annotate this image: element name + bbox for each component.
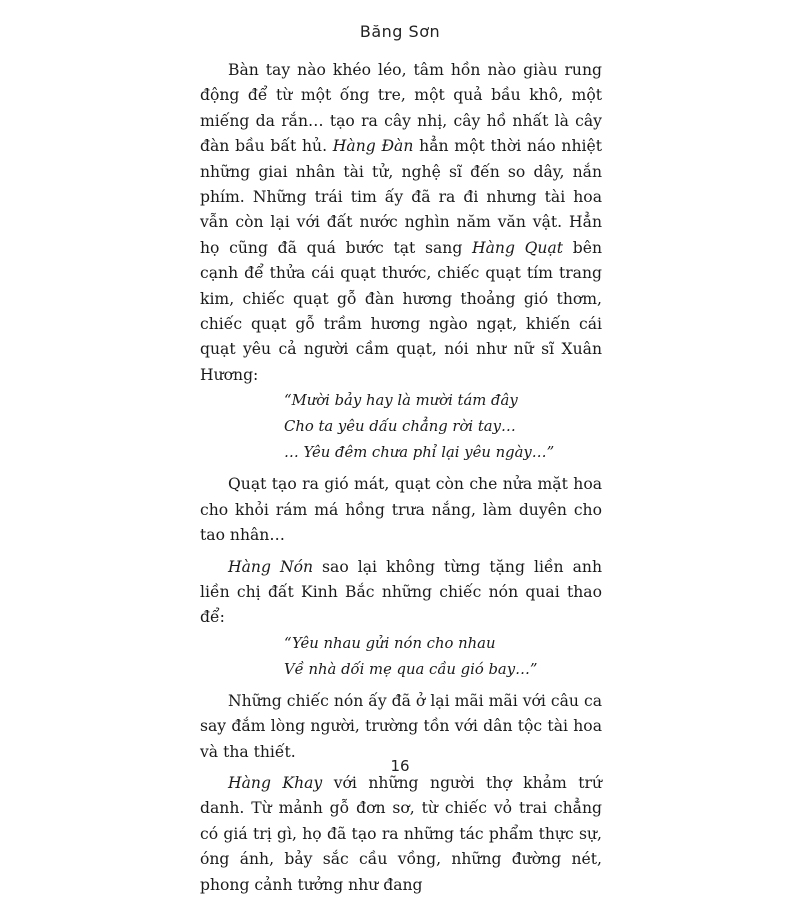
paragraph	[200, 771, 602, 898]
street-name-hang-non: Hàng Nón	[228, 557, 314, 576]
text-run: sao lại không từng tặng liền anh liền chị đất Kinh Bắc những chiếc nón quai thao để:	[200, 557, 602, 627]
running-header-author: Băng Sơn	[359, 22, 441, 41]
paragraph: Những chiếc nón ấy đã ở lại mãi mãi với câu ca say đắm lòng người, trường tồn với dân tộc tài hoa và tha thiết.	[200, 691, 602, 761]
paragraph	[200, 58, 602, 388]
text-run: hẳn một thời náo nhiệt những giai nhân tài tử, nghệ sĩ đến so dây, nắn phím. Những trái tim ấy đã ra đi nhưng tài hoa vẫn còn lại với đất nước nghìn năm văn vật. Hẳn họ cũng đã quá bước tạt sang	[200, 137, 603, 257]
text-run: với những người thợ khảm trứ danh. Từ mảnh gỗ đơn sơ, từ chiếc vỏ trai chẳng có giá trị gì, họ đã tạo ra những tác phẩm thực sự, óng ánh, bảy sắc cầu vồng, những đường nét, phong cảnh tưởng như đang	[200, 773, 602, 894]
verse-quote	[200, 388, 602, 466]
paragraph	[200, 555, 602, 631]
street-name-hang-khay: Hàng Khay	[228, 773, 323, 792]
verse-line: “Mười bảy hay là mười tám đây	[284, 392, 518, 410]
text-run: Bàn tay nào khéo léo, tâm hồn nào giàu rung động để từ một ống tre, một quả bầu khô, một miếng da rắn… tạo ra cây nhị, cây hồ nhất là cây đàn bầu bất hủ.	[200, 61, 602, 156]
verse-line: “Yêu nhau gửi nón cho nhau	[284, 634, 496, 652]
verse-line: … Yêu đêm chưa phỉ lại yêu ngày…”	[284, 444, 555, 462]
street-name-hang-quat: Hàng Quạt	[472, 238, 564, 257]
text-run: bên cạnh để thửa cái quạt thước, chiếc quạt tím trang kim, chiếc quạt gỗ đàn hương thoảng gió thơm, chiếc quạt gỗ trầm hương ngào ngạt, khiến cái quạt yêu cả người cầm quạt, nói như nữ sĩ Xuân Hương:	[200, 238, 602, 384]
page-number: 16	[390, 757, 410, 775]
street-name-hang-dan: Hàng Đàn	[332, 137, 414, 156]
verse-line: Về nhà dối mẹ qua cầu gió bay…”	[284, 660, 538, 678]
verse-line: Cho ta yêu dấu chẳng rời tay…	[284, 418, 516, 436]
paragraph: Quạt tạo ra gió mát, quạt còn che nửa mặt hoa cho khỏi rám má hồng trưa nắng, làm duyên cho tao nhân…	[200, 475, 602, 545]
verse-quote	[200, 631, 602, 683]
